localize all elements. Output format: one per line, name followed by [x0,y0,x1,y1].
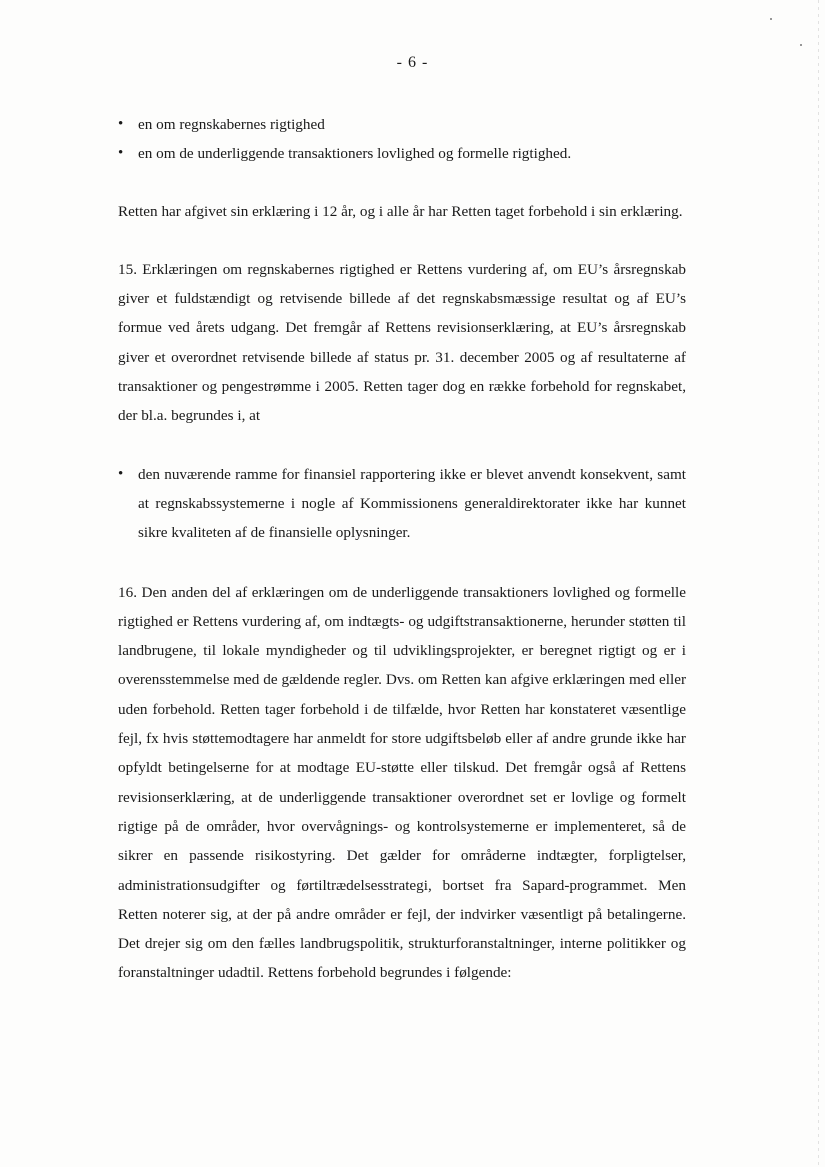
bullet-icon: • [118,145,124,162]
list-item [118,139,686,168]
list-item-text: den nuværende ramme for finansiel rapportering ikke er blevet anvendt konsekvent, samt at regnskabssystemerne i nogle af Kommissionens generaldirektorater ikke har kunnet sikre kvaliteten af de finansielle oplysninger. [138,465,686,542]
list-item-text: en om de underliggende transaktioners lovlighed og formelle rigtighed. [138,145,572,163]
list-item-text: en om regnskabernes rigtighed [138,116,325,133]
list-item [118,460,686,548]
bullet-list-middle [118,460,686,548]
list-item [118,110,686,139]
bullet-icon: • [118,116,124,132]
scan-speck [770,18,772,20]
document-body [118,110,686,988]
paragraph-intro: Retten har afgivet sin erklæring i 12 år, og i alle år har Retten taget forbehold i sin erklæring. [118,202,683,220]
paragraph-16: 16. Den anden del af erklæringen om de underliggende transaktioners lovlighed og formelle rigtighed er Rettens vurdering af, om indtægts- og udgiftstransaktionerne, herunder støtten til landbrugene, til lokale myndigheder og til udviklingsprojekter, er beregnet rigtigt og er i overensstemmelse med de gældende regler. Dvs. om Retten kan afgive erklæringen med eller uden forbehold. Retten tager forbehold i de tilfælde, hvor Retten har konstateret væsentlige fejl, fx hvis støttemodtagere har anmeldt for store udgiftsbeløb eller af andre grunde ikke har opfyldt betingelserne for at modtage EU-støtte eller tilskud. Det fremgår også af Rettens revisionserklæring, at de underliggende transaktioner overordnet set er lovlige og formelt rigtige på de områder, hvor overvågnings- og kontrolsystemerne er implementeret, så de sikrer en passende risikostyring. Det gælder for områderne indtægter, forpligtelser, administrationsudgifter og førtiltrædelsesstrategi, bortset fra Sapard-programmet. Men Retten noterer sig, at der på andre områder er fejl, der indvirker væsentligt på betalingerne. Det drejer sig om den fælles landbrugspolitik, strukturforanstaltninger, interne politikker og foranstaltninger udadtil. Rettens forbehold begrundes i følgende: [118,583,686,982]
paragraph-15: 15. Erklæringen om regnskabernes rigtighed er Rettens vurdering af, om EU’s årsregnskab giver et fuldstændigt og retvisende billede af det regnskabsmæssige resultat og af EU’s formue ved årets udgang. Det fremgår af Rettens revisionserklæring, at EU’s årsregnskab giver et overordnet retvisende billede af status pr. 31. december 2005 og af resultaterne af transaktioner og pengestrømme i 2005. Retten tager dog en række forbehold for regnskabet, der bl.a. begrundes i, at [118,260,686,425]
bullet-list-top [118,110,686,169]
bullet-icon: • [118,465,124,482]
scan-edge-line [818,0,819,1167]
scan-speck [800,44,802,46]
page-number: - 6 - [396,54,429,71]
